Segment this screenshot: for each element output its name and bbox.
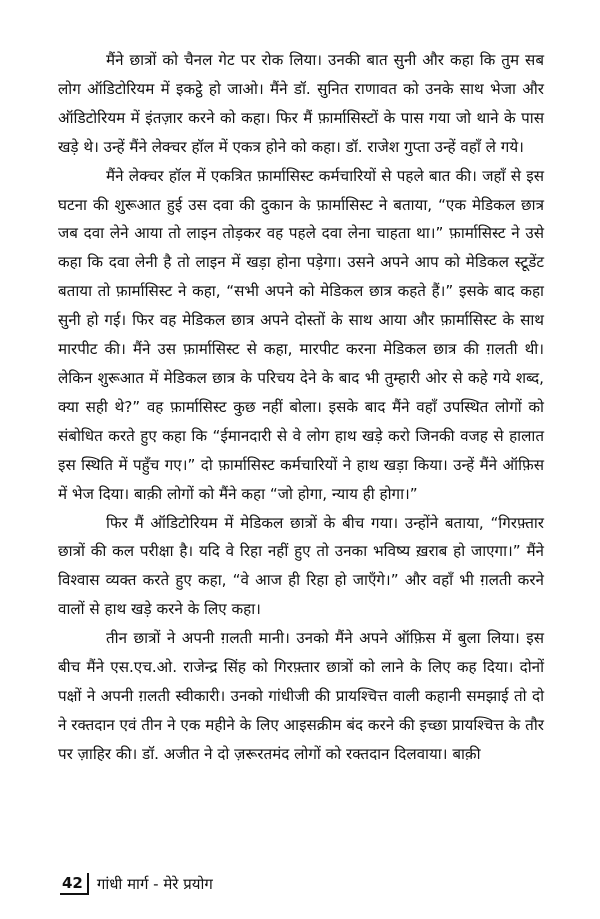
paragraph-4: तीन छात्रों ने अपनी ग़लती मानी। उनको मैंने अपने ऑफ़िस में बुला लिया। इस बीच मैंने एस.एच.ओ. राजेन्द्र सिंह को गिरफ़्तार छात्रों को लाने के लिए कह दिया। दोनों पक्षों ने अपनी ग़लती स्वीकारी। उनको गांधीजी की प्रायश्चित्त वाली कहानी समझाई तो दो ने रक्तदान एवं तीन ने एक महीने के लिए आइसक्रीम बंद करने की इच्छा प्रायश्चित्त के तौर पर ज़ाहिर की। डॉ. अजीत ने दो ज़रूरतमंद लोगों को रक्तदान दिलवाया। बाक़ी: [58, 629, 544, 763]
page-footer: [60, 870, 213, 898]
running-title: गांधी मार्ग - मेरे प्रयोग: [96, 875, 213, 893]
page-number: 42: [60, 873, 89, 895]
body-text: [58, 46, 544, 769]
paragraph-1: मैंने छात्रों को चैनल गेट पर रोक लिया। उनकी बात सुनी और कहा कि तुम सब लोग ऑडिटोरियम में इकट्ठे हो जाओ। मैंने डॉ. सुनित राणावत को उनके साथ भेजा और ऑडिटोरियम में इंतज़ार करने को कहा। फिर मैं फ़ार्मासिस्टों के पास गया जो थाने के पास खड़े थे। उन्हें मैंने लेक्चर हॉल में एकत्र होने को कहा। डॉ. राजेश गुप्ता उन्हें वहाँ ले गये।: [58, 51, 544, 156]
paragraph-2: मैंने लेक्चर हॉल में एकत्रित फ़ार्मासिस्ट कर्मचारियों से पहले बात की। जहाँ से इस घटना की शुरूआत हुई उस दवा की दुकान के फ़ार्मासिस्ट ने बताया, “एक मेडिकल छात्र जब दवा लेने आया तो लाइन तोड़कर वह पहले दवा लेना चाहता था।” फ़ार्मासिस्ट ने उसे कहा कि दवा लेनी है तो लाइन में खड़ा होना पड़ेगा। उसने अपने आप को मेडिकल स्टूडेंट बताया तो फ़ार्मासिस्ट ने कहा, “सभी अपने को मेडिकल छात्र कहते हैं।” इसके बाद कहा सुनी हो गई। फिर वह मेडिकल छात्र अपने दोस्तों के साथ आया और फ़ार्मासिस्ट के साथ मारपीट की। मैंने उस फ़ार्मासिस्ट से कहा, मारपीट करना मेडिकल छात्र की ग़लती थी। लेकिन शुरूआत में मेडिकल छात्र के परिचय देने के बाद भी तुम्हारी ओर से कहे गये शब्द, क्या सही थे?” वह फ़ार्मासिस्ट कुछ नहीं बोला। इसके बाद मैंने वहाँ उपस्थित लोगों को संबोधित करते हुए कहा कि “ईमानदारी से वे लोग हाथ खड़े करो जिनकी वजह से हालात इस स्थिति में पहुँच गए।” दो फ़ार्मासिस्ट कर्मचारियों ने हाथ खड़ा किया। उन्हें मैंने ऑफ़िस में भेज दिया। बाक़ी लोगों को मैंने कहा “जो होगा, न्याय ही होगा।”: [58, 166, 544, 503]
paragraph-3: फिर मैं ऑडिटोरियम में मेडिकल छात्रों के बीच गया। उन्होंने बताया, “गिरफ़्तार छात्रों की कल परीक्षा है। यदि वे रिहा नहीं हुए तो उनका भविष्य ख़राब हो जाएगा।” मैंने विश्वास व्यक्त करते हुए कहा, “वे आज ही रिहा हो जाएँगे।” और वहाँ भी ग़लती करने वालों से हाथ खड़े करने के लिए कहा।: [58, 513, 544, 619]
